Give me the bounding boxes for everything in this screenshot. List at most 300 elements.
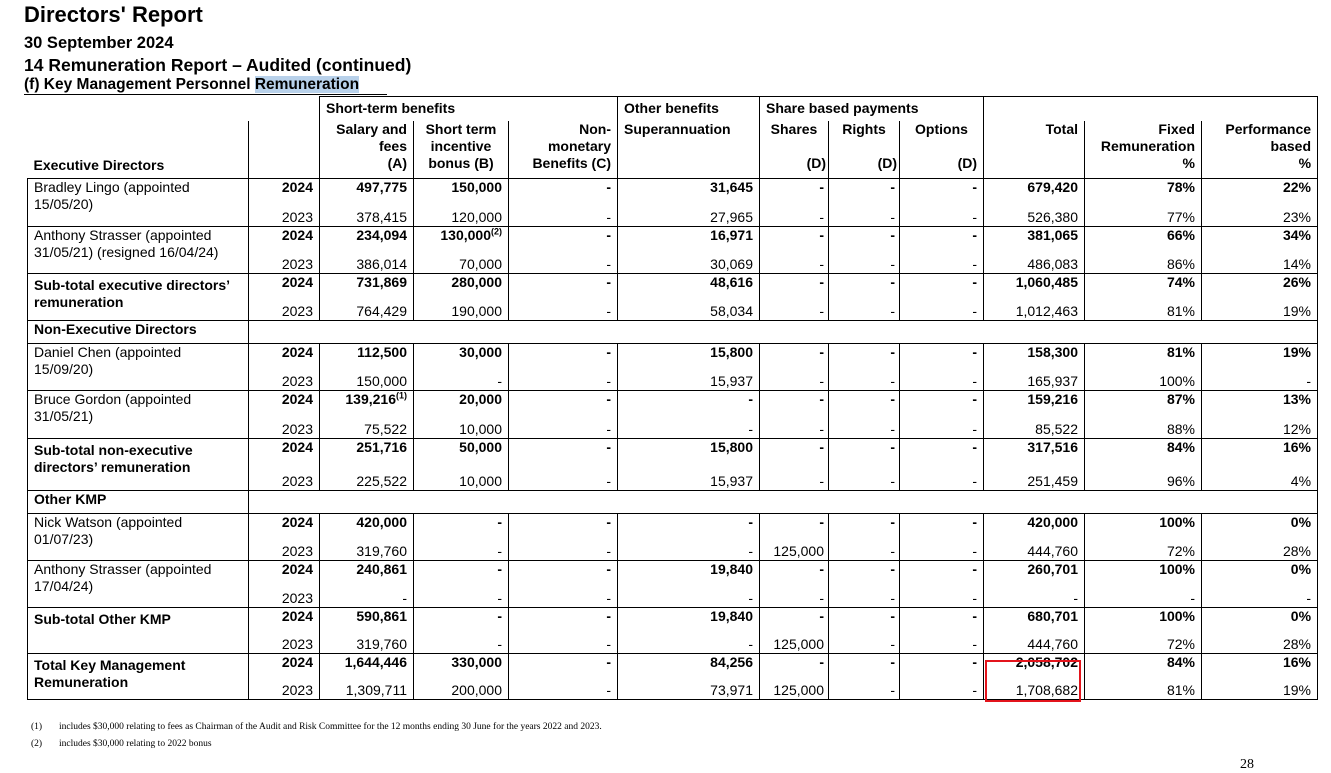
cell-salary <box>320 631 414 654</box>
cell-value: - <box>890 636 895 652</box>
cell-value: 26% <box>1282 274 1312 290</box>
cell-super <box>618 654 760 677</box>
cell-super <box>618 537 760 561</box>
year-cell: 2023 <box>249 250 320 274</box>
cell-options <box>900 585 984 608</box>
cell-bonus <box>414 439 509 466</box>
cell-super <box>618 179 760 203</box>
cell-perf <box>1202 297 1318 321</box>
cell-value: - <box>819 303 824 319</box>
cell-nonmon <box>509 344 618 368</box>
cell-value: - <box>890 303 895 319</box>
cell-value: - <box>497 373 502 389</box>
person-label: Daniel Chen (appointed 15/09/20) <box>28 344 249 391</box>
cell-salary <box>320 179 414 203</box>
cell-nonmon <box>509 414 618 439</box>
cell-perf <box>1202 537 1318 561</box>
cell-value: - <box>972 561 977 577</box>
year-cell: 2023 <box>249 466 320 491</box>
cell-total <box>984 466 1085 491</box>
year-cell: 2023 <box>249 677 320 700</box>
cell-value: - <box>819 227 824 243</box>
cell-value: 23% <box>1282 209 1312 225</box>
cell-rights <box>829 608 900 631</box>
cell-nonmon <box>509 677 618 700</box>
person-label: Bruce Gordon (appointed 31/05/21) <box>28 391 249 439</box>
cell-value: - <box>890 543 895 559</box>
cell-value: 96% <box>1166 473 1195 489</box>
cell-shares <box>760 274 829 297</box>
section-row <box>28 491 1318 514</box>
cell-value: 150,000 <box>451 179 502 195</box>
table-row <box>28 344 1318 368</box>
cell-bonus <box>414 179 509 203</box>
cell-value: - <box>819 256 824 272</box>
cell-shares <box>760 608 829 631</box>
year-cell: 2024 <box>249 344 320 368</box>
cell-value: 86% <box>1166 256 1195 272</box>
cell-value: 159,216 <box>1027 391 1078 407</box>
cell-bonus <box>414 391 509 414</box>
cell-value: 590,861 <box>356 608 407 624</box>
cell-value: - <box>748 543 753 559</box>
year-cell: 2023 <box>249 297 320 321</box>
cell-value: 70,000 <box>459 256 502 272</box>
cell-fixed <box>1085 368 1202 391</box>
cell-value: - <box>819 561 824 577</box>
cell-salary <box>320 391 414 414</box>
cell-options <box>900 537 984 561</box>
cell-value: - <box>748 391 753 407</box>
cell-value: 19,840 <box>710 608 753 624</box>
cell-value: - <box>606 590 611 606</box>
cell-value: - <box>972 209 977 225</box>
year-cell: 2023 <box>249 203 320 227</box>
cell-nonmon <box>509 250 618 274</box>
cell-rights <box>829 391 900 414</box>
cell-rights <box>829 561 900 585</box>
col-fixed: Fixed Remuneration % <box>1085 121 1202 179</box>
cell-bonus <box>414 585 509 608</box>
cell-perf <box>1202 466 1318 491</box>
cell-value: - <box>606 303 611 319</box>
cell-value: 19% <box>1282 303 1312 319</box>
cell-shares <box>760 414 829 439</box>
cell-perf <box>1202 414 1318 439</box>
cell-shares <box>760 203 829 227</box>
cell-bonus <box>414 631 509 654</box>
cell-value: - <box>890 514 895 530</box>
cell-super <box>618 631 760 654</box>
table-row <box>28 439 1318 466</box>
cell-fixed <box>1085 250 1202 274</box>
cell-salary <box>320 514 414 537</box>
cell-salary <box>320 344 414 368</box>
cell-shares <box>760 537 829 561</box>
cell-value: - <box>972 274 977 290</box>
cell-value: 1,060,485 <box>1015 274 1078 290</box>
cell-options <box>900 274 984 297</box>
cell-value: - <box>890 439 895 455</box>
header-row-groups <box>28 97 1318 121</box>
cell-bonus <box>414 297 509 321</box>
cell-value: - <box>972 514 977 530</box>
cell-value: 251,716 <box>356 439 407 455</box>
cell-value: 84% <box>1166 654 1195 670</box>
cell-fixed <box>1085 537 1202 561</box>
cell-value: 190,000 <box>451 303 502 319</box>
cell-value: 1,644,446 <box>344 654 407 670</box>
cell-fixed <box>1085 608 1202 631</box>
cell-shares <box>760 561 829 585</box>
cell-value: - <box>606 654 611 670</box>
cell-value: 680,701 <box>1027 608 1078 624</box>
cell-perf <box>1202 677 1318 700</box>
cell-value: - <box>972 256 977 272</box>
footnote-2: (2) includes $30,000 relating to 2022 bonus <box>31 739 212 749</box>
cell-value: - <box>972 373 977 389</box>
cell-options <box>900 677 984 700</box>
cell-value: 260,701 <box>1027 561 1078 577</box>
person-label: Anthony Strasser (appointed 17/04/24) <box>28 561 249 608</box>
heading-underline <box>24 94 387 95</box>
cell-super <box>618 391 760 414</box>
cell-value: 72% <box>1166 636 1195 652</box>
cell-nonmon <box>509 608 618 631</box>
cell-shares <box>760 227 829 250</box>
cell-value: 30,069 <box>710 256 753 272</box>
cell-value: - <box>972 543 977 559</box>
year-cell: 2024 <box>249 608 320 631</box>
cell-value: - <box>972 473 977 489</box>
cell-total <box>984 514 1085 537</box>
cell-value: - <box>972 608 977 624</box>
cell-salary <box>320 654 414 677</box>
cell-options <box>900 250 984 274</box>
cell-shares <box>760 677 829 700</box>
cell-value: - <box>819 608 824 624</box>
cell-fixed <box>1085 631 1202 654</box>
cell-value: 0% <box>1290 561 1312 577</box>
cell-perf <box>1202 439 1318 466</box>
cell-value: 72% <box>1166 543 1195 559</box>
cell-value: - <box>1306 373 1312 389</box>
cell-value: - <box>497 608 502 624</box>
highlighted-word[interactable]: Remuneration <box>254 76 360 93</box>
cell-total <box>984 368 1085 391</box>
cell-bonus <box>414 368 509 391</box>
cell-perf <box>1202 631 1318 654</box>
cell-perf <box>1202 654 1318 677</box>
subtotal-label: Sub-total non-executive directors’ remuneration <box>28 439 249 491</box>
footnote-ref: (1) <box>396 390 407 401</box>
cell-value: - <box>819 344 824 360</box>
cell-nonmon <box>509 537 618 561</box>
table-row <box>28 654 1318 677</box>
cell-super <box>618 274 760 297</box>
cell-value: 165,937 <box>1027 373 1078 389</box>
cell-value: 420,000 <box>1027 514 1078 530</box>
year-cell: 2024 <box>249 391 320 414</box>
cell-value: - <box>972 227 977 243</box>
cell-total <box>984 297 1085 321</box>
cell-salary <box>320 250 414 274</box>
cell-value: - <box>606 274 611 290</box>
cell-value: 13% <box>1282 391 1312 407</box>
table-row <box>28 227 1318 250</box>
cell-rights <box>829 179 900 203</box>
cell-rights <box>829 203 900 227</box>
footnote-1: (1) includes $30,000 relating to fees as Chairman of the Audit and Risk Committee for the 12 months ending 30 June for the years 2022 and 2023. <box>31 722 602 732</box>
cell-value: 280,000 <box>451 274 502 290</box>
cell-super <box>618 514 760 537</box>
cell-value: - <box>606 561 611 577</box>
col-rights: Rights (D) <box>829 121 900 179</box>
cell-nonmon <box>509 439 618 466</box>
year-cell: 2024 <box>249 561 320 585</box>
cell-value: - <box>890 209 895 225</box>
cell-nonmon <box>509 297 618 321</box>
cell-value: 19% <box>1282 682 1312 698</box>
cell-value: 84% <box>1166 439 1195 455</box>
year-cell: 2023 <box>249 537 320 561</box>
section-label: Non-Executive Directors <box>28 321 249 344</box>
cell-rights <box>829 297 900 321</box>
cell-value: 125,000 <box>773 543 824 559</box>
cell-bonus <box>414 561 509 585</box>
person-label: Anthony Strasser (appointed 31/05/21) (resigned 16/04/24) <box>28 227 249 274</box>
cell-value: - <box>819 179 824 195</box>
cell-value: 420,000 <box>356 514 407 530</box>
cell-value: 77% <box>1166 209 1195 225</box>
cell-options <box>900 344 984 368</box>
cell-total <box>984 414 1085 439</box>
cell-salary <box>320 227 414 250</box>
cell-value: 330,000 <box>451 654 502 670</box>
cell-fixed <box>1085 561 1202 585</box>
cell-rights <box>829 368 900 391</box>
cell-perf <box>1202 227 1318 250</box>
cell-value: - <box>606 421 611 437</box>
cell-options <box>900 466 984 491</box>
cell-value: - <box>890 421 895 437</box>
cell-value: 34% <box>1282 227 1312 243</box>
cell-value: - <box>748 514 753 530</box>
cell-rights <box>829 439 900 466</box>
cell-super <box>618 414 760 439</box>
cell-fixed <box>1085 514 1202 537</box>
cell-value: 1,309,711 <box>345 682 407 698</box>
table-row <box>28 514 1318 537</box>
cell-total <box>984 391 1085 414</box>
cell-value: - <box>606 227 611 243</box>
cell-value: - <box>890 256 895 272</box>
cell-total <box>984 608 1085 631</box>
cell-value: - <box>819 421 824 437</box>
cell-shares <box>760 514 829 537</box>
year-cell: 2024 <box>249 514 320 537</box>
cell-bonus <box>414 414 509 439</box>
cell-shares <box>760 179 829 203</box>
cell-value: 234,094 <box>356 227 407 243</box>
cell-fixed <box>1085 203 1202 227</box>
cell-bonus <box>414 677 509 700</box>
cell-value: 100% <box>1159 514 1195 530</box>
cell-value: - <box>606 373 611 389</box>
cell-value: - <box>606 391 611 407</box>
cell-super <box>618 203 760 227</box>
cell-rights <box>829 537 900 561</box>
group-share-based: Share based payments <box>760 97 984 121</box>
cell-value: 15,937 <box>710 473 753 489</box>
cell-shares <box>760 654 829 677</box>
cell-super <box>618 297 760 321</box>
cell-value: - <box>819 391 824 407</box>
cell-nonmon <box>509 391 618 414</box>
cell-value: 15,800 <box>710 344 753 360</box>
cell-bonus <box>414 203 509 227</box>
subtotal-label: Sub-total Other KMP <box>28 608 249 654</box>
cell-bonus <box>414 250 509 274</box>
cell-value: - <box>1073 590 1078 606</box>
year-cell: 2023 <box>249 368 320 391</box>
cell-value: - <box>890 654 895 670</box>
cell-value: - <box>819 590 824 606</box>
subsection-prefix: (f) Key Management Personnel <box>24 76 255 93</box>
cell-value: - <box>972 590 977 606</box>
cell-value: 14% <box>1282 256 1312 272</box>
cell-options <box>900 368 984 391</box>
cell-shares <box>760 391 829 414</box>
cell-value: - <box>972 439 977 455</box>
cell-value: 4% <box>1290 473 1312 489</box>
subsection-heading <box>24 76 359 94</box>
cell-nonmon <box>509 561 618 585</box>
cell-rights <box>829 227 900 250</box>
year-cell: 2024 <box>249 274 320 297</box>
cell-value: - <box>890 391 895 407</box>
cell-rights <box>829 585 900 608</box>
cell-options <box>900 514 984 537</box>
cell-perf <box>1202 368 1318 391</box>
cell-options <box>900 439 984 466</box>
cell-value: - <box>606 209 611 225</box>
cell-value: 74% <box>1166 274 1195 290</box>
cell-rights <box>829 514 900 537</box>
cell-value: - <box>972 391 977 407</box>
cell-rights <box>829 677 900 700</box>
cell-value: - <box>1190 590 1195 606</box>
cell-value: 16,971 <box>710 227 753 243</box>
cell-value: 125,000 <box>773 636 824 652</box>
cell-value: 81% <box>1166 682 1195 698</box>
cell-bonus <box>414 514 509 537</box>
cell-value: 75,522 <box>364 421 407 437</box>
table-row <box>28 608 1318 631</box>
cell-value: 381,065 <box>1027 227 1078 243</box>
cell-value: - <box>890 608 895 624</box>
cell-value: 84,256 <box>710 654 753 670</box>
cell-value: 66% <box>1166 227 1195 243</box>
cell-options <box>900 203 984 227</box>
cell-value: 81% <box>1166 303 1195 319</box>
report-title: Directors' Report <box>24 2 203 27</box>
year-cell: 2024 <box>249 439 320 466</box>
cell-rights <box>829 654 900 677</box>
table-body <box>28 97 1318 700</box>
cell-value: 100% <box>1159 608 1195 624</box>
cell-nonmon <box>509 179 618 203</box>
cell-value: 85,522 <box>1035 421 1078 437</box>
cell-value: 27,965 <box>710 209 753 225</box>
cell-options <box>900 631 984 654</box>
cell-value: 58,034 <box>710 303 753 319</box>
cell-options <box>900 391 984 414</box>
cell-value: 28% <box>1282 543 1312 559</box>
cell-fixed <box>1085 654 1202 677</box>
cell-super <box>618 466 760 491</box>
subtotal-label: Sub-total executive directors’ remuneration <box>28 274 249 321</box>
cell-shares <box>760 344 829 368</box>
cell-value: 87% <box>1166 391 1195 407</box>
cell-value: - <box>606 608 611 624</box>
cell-perf <box>1202 561 1318 585</box>
cell-bonus <box>414 344 509 368</box>
cell-rights <box>829 344 900 368</box>
year-cell: 2023 <box>249 631 320 654</box>
cell-total <box>984 439 1085 466</box>
cell-value: - <box>497 543 502 559</box>
cell-shares <box>760 368 829 391</box>
cell-total <box>984 227 1085 250</box>
year-cell: 2024 <box>249 654 320 677</box>
year-cell: 2023 <box>249 414 320 439</box>
cell-value: 378,415 <box>356 209 407 225</box>
cell-nonmon <box>509 585 618 608</box>
cell-salary <box>320 561 414 585</box>
person-label: Bradley Lingo (appointed 15/05/20) <box>28 179 249 227</box>
cell-value: 526,380 <box>1027 209 1078 225</box>
cell-value: - <box>819 514 824 530</box>
cell-total <box>984 203 1085 227</box>
cell-value: 150,000 <box>356 373 407 389</box>
cell-fixed <box>1085 439 1202 466</box>
cell-salary <box>320 677 414 700</box>
cell-value: 2,058,702 <box>1015 654 1078 670</box>
cell-total <box>984 250 1085 274</box>
cell-perf <box>1202 585 1318 608</box>
cell-value: 112,500 <box>357 344 407 360</box>
cell-perf <box>1202 274 1318 297</box>
cell-bonus <box>414 227 509 250</box>
cell-value: 100% <box>1159 561 1195 577</box>
cell-value: - <box>497 514 502 530</box>
cell-value: - <box>890 274 895 290</box>
group-short-term: Short-term benefits <box>320 97 618 121</box>
cell-shares <box>760 250 829 274</box>
cell-perf <box>1202 608 1318 631</box>
cell-value: - <box>606 543 611 559</box>
cell-options <box>900 227 984 250</box>
cell-salary <box>320 608 414 631</box>
cell-bonus <box>414 654 509 677</box>
cell-value: - <box>890 561 895 577</box>
cell-value: 444,760 <box>1027 636 1078 652</box>
cell-value: 497,775 <box>356 179 407 195</box>
cell-total <box>984 561 1085 585</box>
cell-fixed <box>1085 297 1202 321</box>
cell-bonus <box>414 608 509 631</box>
